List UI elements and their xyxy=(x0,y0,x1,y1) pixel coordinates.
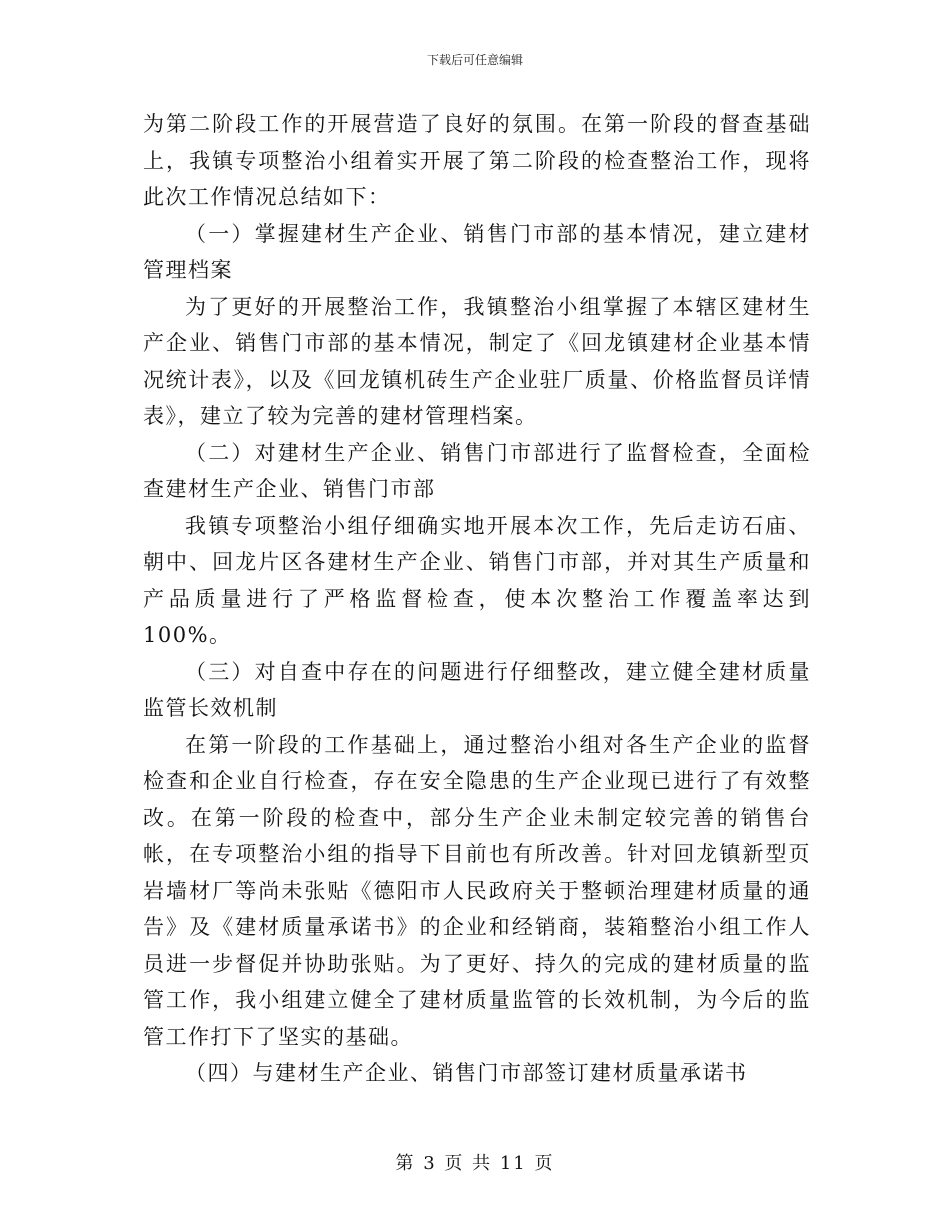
section-heading-4: （四）与建材生产企业、销售门市部签订建材质量承诺书 xyxy=(185,1061,748,1085)
paragraph-intro: 为第二阶段工作的开展营造了良好的氛围。在第一阶段的督查基础上，我镇专项整治小组着实开展了第二阶段的检查整治工作，现将此次工作情况总结如下： xyxy=(143,112,811,209)
paragraph-section-1: 为了更好的开展整治工作，我镇整治小组掌握了本辖区建材生产企业、销售门市部的基本情况，制定了《回龙镇建材企业基本情况统计表》，以及《回龙镇机砖生产企业驻厂质量、价格监督员详情表》，建立了较为完善的建材管理档案。 xyxy=(143,294,811,428)
section-heading-3: （三）对自查中存在的问题进行仔细整改，建立健全建材质量监管长效机制 xyxy=(143,659,811,720)
section-heading-1: （一）掌握建材生产企业、销售门市部的基本情况，建立建材管理档案 xyxy=(143,221,811,282)
paragraph-section-3: 在第一阶段的工作基础上，通过整治小组对各生产企业的监督检查和企业自行检查，存在安全隐患的生产企业现已进行了有效整改。在第一阶段的检查中，部分生产企业未制定较完善的销售台帐，在专项整治小组的指导下目前也有所改善。针对回龙镇新型页岩墙材厂等尚未张贴《德阳市人民政府关于整顿治理建材质量的通告》及《建材质量承诺书》的企业和经销商，装箱整治小组工作人员进一步督促并协助张贴。为了更好、持久的完成的建材质量的监管工作，我小组建立健全了建材质量监管的长效机制，为今后的监管工作打下了坚实的基础。 xyxy=(143,732,811,1049)
document-body xyxy=(143,106,811,1092)
section-heading-2: （二）对建材生产企业、销售门市部进行了监督检查，全面检查建材生产企业、销售门市部 xyxy=(143,440,811,501)
paragraph-section-2: 我镇专项整治小组仔细确实地开展本次工作，先后走访石庙、朝中、回龙片区各建材生产企业、销售门市部，并对其生产质量和产品质量进行了严格监督检查，使本次整治工作覆盖率达到100%。 xyxy=(143,513,811,647)
page-header: 下载后可任意编辑 xyxy=(426,53,523,67)
page-number-footer: 第 3 页 共 11 页 xyxy=(395,1153,555,1174)
